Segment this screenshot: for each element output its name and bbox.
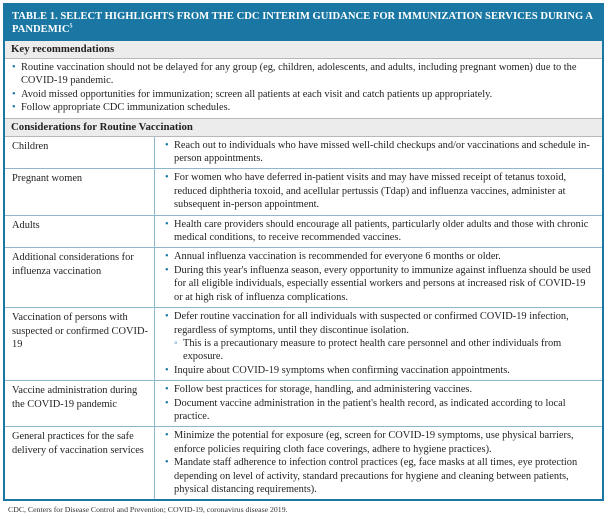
key-recommendations xyxy=(5,59,602,118)
list-item: • Follow best practices for storage, handling, and administering vaccines. xyxy=(165,383,594,396)
list-item: • For women who have deferred in-patient visits and may have missed receipt of tetanus toxoid, reduced diphtheria toxoid, and acellular pertussis (Tdap) and influenza vaccines, administer at subsequent in-person appointment. xyxy=(165,171,594,211)
guidance-table xyxy=(3,3,604,501)
list-item: • Inquire about COVID-19 symptoms when confirming vaccination appointments. xyxy=(165,364,594,377)
table-row xyxy=(5,137,602,169)
footnote: CDC, Centers for Disease Control and Prevention; COVID-19, coronavirus disease 2019. xyxy=(8,505,288,515)
list-item: • During this year's influenza season, every opportunity to immunize against influenza should be used for all eligible individuals, especially essential workers and persons at increased risk of COVID-19 or at high risk of influenza complications. xyxy=(165,264,594,304)
table-title xyxy=(5,5,602,41)
row-label: Adults xyxy=(5,216,155,248)
row-label: Vaccine administration during the COVID-19 pandemic xyxy=(5,381,155,426)
list-item: • Document vaccine administration in the patient's health record, as indicated according to local practice. xyxy=(165,397,594,424)
list-item: • Health care providers should encourage all patients, particularly older adults and those with chronic medical conditions, to receive recommended vaccines. xyxy=(165,218,594,245)
table-title-text: TABLE 1. SELECT HIGHLIGHTS FROM THE CDC INTERIM GUIDANCE FOR IMMUNIZATION SERVICES DURING A PANDEMIC xyxy=(12,11,593,35)
row-content xyxy=(155,248,602,307)
sub-list-item: ◦ This is a precautionary measure to protect health care personnel and other individuals from exposure. xyxy=(165,337,594,364)
row-label: Additional considerations for influenza vaccination xyxy=(5,248,155,307)
list-item: • Defer routine vaccination for all individuals with suspected or confirmed COVID-19 infection, regardless of symptoms, until they discontinue isolation. xyxy=(165,310,594,337)
key-recommendations-heading: Key recommendations xyxy=(5,41,602,59)
row-content xyxy=(155,137,602,169)
row-label: Pregnant women xyxy=(5,169,155,214)
list-item: • Reach out to individuals who have missed well-child checkups and/or vaccinations and schedule in-person appointments. xyxy=(165,139,594,166)
row-label: General practices for the safe delivery of vaccination services xyxy=(5,427,155,499)
row-content xyxy=(155,308,602,380)
list-item: • Follow appropriate CDC immunization schedules. xyxy=(12,101,596,114)
table-row xyxy=(5,380,602,426)
list-item: • Avoid missed opportunities for immunization; screen all patients at each visit and catch patients up appropriately. xyxy=(12,88,596,101)
list-item: • Minimize the potential for exposure (eg, screen for COVID-19 symptoms, use physical barriers, enforce policies requiring cloth face coverings, adhere to hygiene practices). xyxy=(165,429,594,456)
table-row xyxy=(5,307,602,380)
row-content xyxy=(155,427,602,499)
table-row xyxy=(5,247,602,307)
row-content xyxy=(155,381,602,426)
table-row xyxy=(5,426,602,499)
table-row xyxy=(5,168,602,214)
row-label: Vaccination of persons with suspected or confirmed COVID-19 xyxy=(5,308,155,380)
row-content xyxy=(155,216,602,248)
row-content xyxy=(155,169,602,214)
considerations-rows xyxy=(5,137,602,500)
table-row xyxy=(5,215,602,248)
title-superscript: 5 xyxy=(69,23,73,30)
list-item: • Routine vaccination should not be delayed for any group (eg, children, adolescents, and adults, including pregnant women) due to the COVID-19 pandemic. xyxy=(12,61,596,88)
considerations-heading: Considerations for Routine Vaccination xyxy=(5,118,602,137)
list-item: • Mandate staff adherence to infection control practices (eg, face masks at all times, eye protection depending on level of activity, standard precautions for hygiene and cleaning between patients, physical distancing requirements). xyxy=(165,456,594,496)
row-label: Children xyxy=(5,137,155,169)
list-item: • Annual influenza vaccination is recommended for everyone 6 months or older. xyxy=(165,250,594,263)
